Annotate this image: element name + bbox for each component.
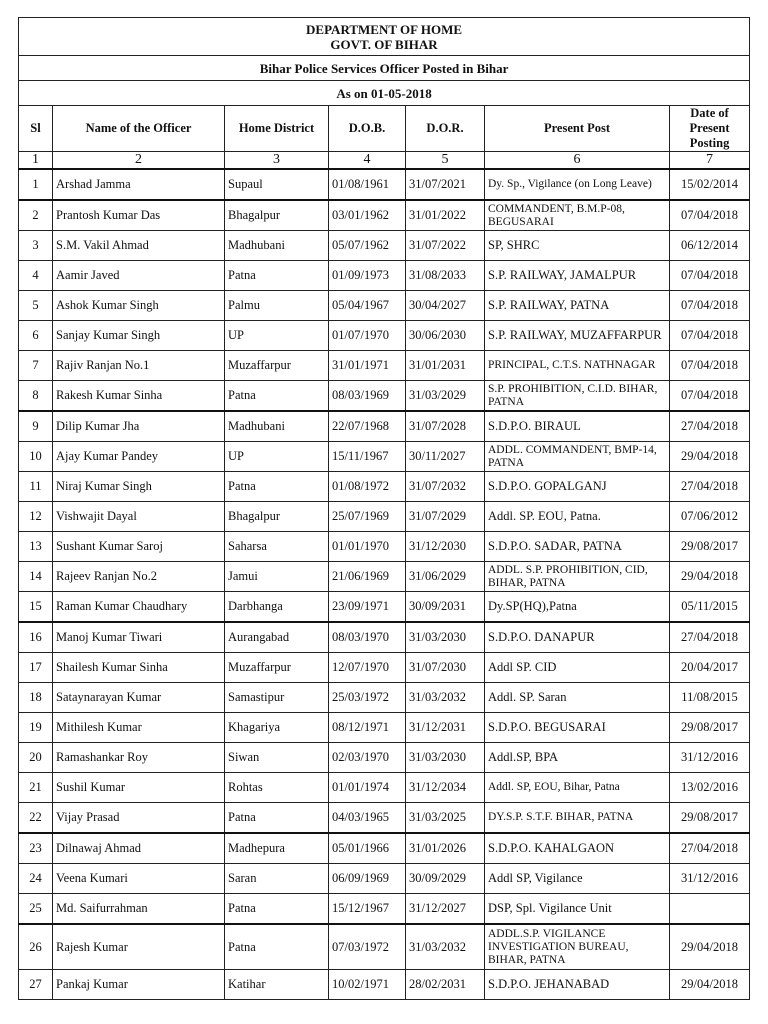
cell-dob: 23/09/1971 <box>329 592 406 623</box>
cell-name: Vishwajit Dayal <box>53 502 225 532</box>
cell-sl: 14 <box>19 562 53 592</box>
cell-post: Addl. SP. Saran <box>485 683 670 713</box>
cell-district: Patna <box>225 261 329 291</box>
cell-district: Supaul <box>225 169 329 200</box>
table-row <box>19 532 750 562</box>
cell-dob: 01/07/1970 <box>329 321 406 351</box>
table-row <box>19 683 750 713</box>
table-body <box>19 169 750 1000</box>
cell-sl: 7 <box>19 351 53 381</box>
table-row <box>19 803 750 834</box>
cell-post: ADDL. COMMANDENT, BMP-14, PATNA <box>485 442 670 472</box>
col-district: Home District <box>225 106 329 152</box>
cell-post: ADDL.S.P. VIGILANCE INVESTIGATION BUREAU, BIHAR, PATNA <box>485 924 670 970</box>
cell-dob: 05/07/1962 <box>329 231 406 261</box>
cell-dor: 31/03/2029 <box>406 381 485 412</box>
cell-district: UP <box>225 321 329 351</box>
cell-district: Siwan <box>225 743 329 773</box>
cell-sl: 16 <box>19 622 53 653</box>
column-header-row <box>19 106 750 152</box>
cell-dor: 31/03/2030 <box>406 743 485 773</box>
cell-dor: 31/03/2030 <box>406 622 485 653</box>
subtitle: Bihar Police Services Officer Posted in Bihar <box>19 56 750 81</box>
officer-table <box>18 17 750 1000</box>
cell-sl: 25 <box>19 894 53 925</box>
cell-dob: 06/09/1969 <box>329 864 406 894</box>
cell-dob: 08/03/1970 <box>329 622 406 653</box>
cell-dob: 05/04/1967 <box>329 291 406 321</box>
cell-district: Bhagalpur <box>225 502 329 532</box>
table-row <box>19 321 750 351</box>
table-row <box>19 169 750 200</box>
cell-district: Aurangabad <box>225 622 329 653</box>
cell-name: Aamir Javed <box>53 261 225 291</box>
cell-dor: 30/11/2027 <box>406 442 485 472</box>
cell-posting-date: 06/12/2014 <box>670 231 750 261</box>
table-row <box>19 894 750 925</box>
col-number: 6 <box>485 152 670 170</box>
table-row <box>19 713 750 743</box>
cell-name: Ashok Kumar Singh <box>53 291 225 321</box>
cell-posting-date: 27/04/2018 <box>670 411 750 442</box>
cell-dob: 07/03/1972 <box>329 924 406 970</box>
cell-dor: 31/03/2032 <box>406 924 485 970</box>
cell-posting-date: 11/08/2015 <box>670 683 750 713</box>
cell-sl: 9 <box>19 411 53 442</box>
col-number: 4 <box>329 152 406 170</box>
cell-dob: 31/01/1971 <box>329 351 406 381</box>
cell-post: Addl.SP, BPA <box>485 743 670 773</box>
cell-district: Saharsa <box>225 532 329 562</box>
table-row <box>19 592 750 623</box>
cell-dor: 30/06/2030 <box>406 321 485 351</box>
cell-name: Ramashankar Roy <box>53 743 225 773</box>
cell-name: Veena Kumari <box>53 864 225 894</box>
cell-name: Niraj Kumar Singh <box>53 472 225 502</box>
header-row-dept <box>19 18 750 56</box>
cell-dob: 12/07/1970 <box>329 653 406 683</box>
cell-sl: 23 <box>19 833 53 864</box>
cell-posting-date: 13/02/2016 <box>670 773 750 803</box>
cell-name: Prantosh Kumar Das <box>53 200 225 231</box>
cell-district: Khagariya <box>225 713 329 743</box>
cell-post: Dy. Sp., Vigilance (on Long Leave) <box>485 169 670 200</box>
cell-district: Jamui <box>225 562 329 592</box>
table-row <box>19 653 750 683</box>
cell-sl: 4 <box>19 261 53 291</box>
cell-dob: 21/06/1969 <box>329 562 406 592</box>
cell-dor: 31/07/2022 <box>406 231 485 261</box>
cell-dor: 30/04/2027 <box>406 291 485 321</box>
cell-dob: 03/01/1962 <box>329 200 406 231</box>
cell-dob: 08/03/1969 <box>329 381 406 412</box>
cell-post: COMMANDENT, B.M.P-08, BEGUSARAI <box>485 200 670 231</box>
cell-dor: 31/07/2021 <box>406 169 485 200</box>
cell-name: Manoj Kumar Tiwari <box>53 622 225 653</box>
cell-post: DY.S.P. S.T.F. BIHAR, PATNA <box>485 803 670 834</box>
officer-list-sheet <box>18 17 749 1000</box>
cell-posting-date: 27/04/2018 <box>670 472 750 502</box>
table-row <box>19 291 750 321</box>
cell-dor: 31/06/2029 <box>406 562 485 592</box>
table-row <box>19 200 750 231</box>
cell-posting-date: 27/04/2018 <box>670 833 750 864</box>
cell-name: Rakesh Kumar Sinha <box>53 381 225 412</box>
cell-district: Saran <box>225 864 329 894</box>
cell-name: S.M. Vakil Ahmad <box>53 231 225 261</box>
cell-name: Sushil Kumar <box>53 773 225 803</box>
cell-post: S.D.P.O. SADAR, PATNA <box>485 532 670 562</box>
cell-posting-date: 29/04/2018 <box>670 970 750 1000</box>
table-row <box>19 622 750 653</box>
cell-dor: 31/12/2030 <box>406 532 485 562</box>
cell-post: PRINCIPAL, C.T.S. NATHNAGAR <box>485 351 670 381</box>
cell-dor: 31/07/2032 <box>406 472 485 502</box>
col-dob: D.O.B. <box>329 106 406 152</box>
cell-name: Ajay Kumar Pandey <box>53 442 225 472</box>
table-row <box>19 351 750 381</box>
cell-name: Rajesh Kumar <box>53 924 225 970</box>
cell-name: Raman Kumar Chaudhary <box>53 592 225 623</box>
cell-dob: 02/03/1970 <box>329 743 406 773</box>
cell-district: Madhubani <box>225 231 329 261</box>
col-post: Present Post <box>485 106 670 152</box>
cell-sl: 15 <box>19 592 53 623</box>
cell-posting-date: 07/04/2018 <box>670 381 750 412</box>
cell-district: Bhagalpur <box>225 200 329 231</box>
cell-dob: 08/12/1971 <box>329 713 406 743</box>
cell-dob: 04/03/1965 <box>329 803 406 834</box>
cell-district: Palmu <box>225 291 329 321</box>
cell-name: Sushant Kumar Saroj <box>53 532 225 562</box>
cell-dob: 15/12/1967 <box>329 894 406 925</box>
cell-posting-date: 29/04/2018 <box>670 562 750 592</box>
cell-dor: 28/02/2031 <box>406 970 485 1000</box>
cell-sl: 27 <box>19 970 53 1000</box>
cell-sl: 26 <box>19 924 53 970</box>
cell-sl: 13 <box>19 532 53 562</box>
cell-post: ADDL. S.P. PROHIBITION, CID, BIHAR, PATNA <box>485 562 670 592</box>
cell-dor: 30/09/2031 <box>406 592 485 623</box>
cell-district: Patna <box>225 924 329 970</box>
cell-posting-date: 07/04/2018 <box>670 291 750 321</box>
cell-dor: 31/01/2026 <box>406 833 485 864</box>
table-row <box>19 472 750 502</box>
table-row <box>19 261 750 291</box>
cell-dor: 31/12/2034 <box>406 773 485 803</box>
cell-name: Dilip Kumar Jha <box>53 411 225 442</box>
cell-posting-date: 27/04/2018 <box>670 622 750 653</box>
cell-district: Darbhanga <box>225 592 329 623</box>
cell-post: S.D.P.O. JEHANABAD <box>485 970 670 1000</box>
cell-posting-date: 07/04/2018 <box>670 321 750 351</box>
cell-sl: 22 <box>19 803 53 834</box>
table-row <box>19 442 750 472</box>
cell-post: S.P. RAILWAY, PATNA <box>485 291 670 321</box>
cell-dor: 31/07/2030 <box>406 653 485 683</box>
header-row-subtitle <box>19 56 750 81</box>
col-posting-date: Date of Present Posting <box>670 106 750 152</box>
cell-post: SP, SHRC <box>485 231 670 261</box>
cell-posting-date: 07/04/2018 <box>670 351 750 381</box>
cell-post: DSP, Spl. Vigilance Unit <box>485 894 670 925</box>
col-number: 3 <box>225 152 329 170</box>
cell-district: Patna <box>225 894 329 925</box>
cell-post: S.D.P.O. DANAPUR <box>485 622 670 653</box>
cell-name: Vijay Prasad <box>53 803 225 834</box>
cell-dob: 22/07/1968 <box>329 411 406 442</box>
cell-posting-date: 29/08/2017 <box>670 713 750 743</box>
cell-district: Patna <box>225 472 329 502</box>
cell-sl: 8 <box>19 381 53 412</box>
cell-district: Rohtas <box>225 773 329 803</box>
header-row-date <box>19 81 750 106</box>
cell-post: Addl. SP, EOU, Bihar, Patna <box>485 773 670 803</box>
cell-posting-date: 20/04/2017 <box>670 653 750 683</box>
cell-posting-date: 07/06/2012 <box>670 502 750 532</box>
cell-sl: 19 <box>19 713 53 743</box>
cell-name: Rajeev Ranjan No.2 <box>53 562 225 592</box>
cell-post: Dy.SP(HQ),Patna <box>485 592 670 623</box>
col-sl: Sl <box>19 106 53 152</box>
cell-district: Patna <box>225 803 329 834</box>
cell-name: Pankaj Kumar <box>53 970 225 1000</box>
table-row <box>19 562 750 592</box>
cell-district: Madhepura <box>225 833 329 864</box>
govt-title: GOVT. OF BIHAR <box>330 37 438 52</box>
cell-dor: 30/09/2029 <box>406 864 485 894</box>
table-row <box>19 381 750 412</box>
table-row <box>19 231 750 261</box>
cell-district: Muzaffarpur <box>225 351 329 381</box>
cell-name: Sataynarayan Kumar <box>53 683 225 713</box>
cell-post: S.D.P.O. KAHALGAON <box>485 833 670 864</box>
cell-post: S.D.P.O. BIRAUL <box>485 411 670 442</box>
cell-posting-date <box>670 894 750 925</box>
cell-posting-date: 15/02/2014 <box>670 169 750 200</box>
cell-name: Sanjay Kumar Singh <box>53 321 225 351</box>
table-row <box>19 743 750 773</box>
cell-posting-date: 07/04/2018 <box>670 200 750 231</box>
cell-dob: 01/01/1974 <box>329 773 406 803</box>
cell-sl: 10 <box>19 442 53 472</box>
cell-name: Shailesh Kumar Sinha <box>53 653 225 683</box>
cell-sl: 2 <box>19 200 53 231</box>
cell-sl: 6 <box>19 321 53 351</box>
cell-sl: 24 <box>19 864 53 894</box>
cell-posting-date: 05/11/2015 <box>670 592 750 623</box>
cell-dor: 31/12/2031 <box>406 713 485 743</box>
table-row <box>19 970 750 1000</box>
cell-district: UP <box>225 442 329 472</box>
col-dor: D.O.R. <box>406 106 485 152</box>
col-number: 7 <box>670 152 750 170</box>
cell-posting-date: 29/04/2018 <box>670 442 750 472</box>
cell-sl: 12 <box>19 502 53 532</box>
table-row <box>19 502 750 532</box>
cell-sl: 20 <box>19 743 53 773</box>
cell-sl: 18 <box>19 683 53 713</box>
cell-dob: 05/01/1966 <box>329 833 406 864</box>
cell-sl: 5 <box>19 291 53 321</box>
cell-dor: 31/07/2029 <box>406 502 485 532</box>
cell-dor: 31/12/2027 <box>406 894 485 925</box>
cell-name: Arshad Jamma <box>53 169 225 200</box>
cell-name: Mithilesh Kumar <box>53 713 225 743</box>
table-row <box>19 411 750 442</box>
cell-dob: 01/08/1961 <box>329 169 406 200</box>
as-on-date: As on 01-05-2018 <box>19 81 750 106</box>
cell-post: S.P. RAILWAY, MUZAFFARPUR <box>485 321 670 351</box>
cell-district: Samastipur <box>225 683 329 713</box>
cell-dob: 10/02/1971 <box>329 970 406 1000</box>
cell-posting-date: 29/08/2017 <box>670 532 750 562</box>
cell-district: Katihar <box>225 970 329 1000</box>
cell-dob: 25/03/1972 <box>329 683 406 713</box>
cell-dor: 31/08/2033 <box>406 261 485 291</box>
cell-district: Madhubani <box>225 411 329 442</box>
cell-dor: 31/03/2032 <box>406 683 485 713</box>
cell-post: S.P. RAILWAY, JAMALPUR <box>485 261 670 291</box>
cell-posting-date: 07/04/2018 <box>670 261 750 291</box>
column-number-row <box>19 152 750 170</box>
col-number: 1 <box>19 152 53 170</box>
cell-dor: 31/03/2025 <box>406 803 485 834</box>
table-row <box>19 773 750 803</box>
cell-post: S.D.P.O. BEGUSARAI <box>485 713 670 743</box>
cell-post: Addl SP. CID <box>485 653 670 683</box>
cell-dob: 15/11/1967 <box>329 442 406 472</box>
cell-district: Muzaffarpur <box>225 653 329 683</box>
cell-sl: 17 <box>19 653 53 683</box>
col-number: 5 <box>406 152 485 170</box>
table-row <box>19 833 750 864</box>
cell-posting-date: 29/04/2018 <box>670 924 750 970</box>
cell-district: Patna <box>225 381 329 412</box>
cell-sl: 1 <box>19 169 53 200</box>
cell-name: Md. Saifurrahman <box>53 894 225 925</box>
cell-posting-date: 31/12/2016 <box>670 743 750 773</box>
cell-sl: 3 <box>19 231 53 261</box>
cell-dob: 01/08/1972 <box>329 472 406 502</box>
cell-posting-date: 31/12/2016 <box>670 864 750 894</box>
col-number: 2 <box>53 152 225 170</box>
cell-posting-date: 29/08/2017 <box>670 803 750 834</box>
cell-post: S.P. PROHIBITION, C.I.D. BIHAR, PATNA <box>485 381 670 412</box>
cell-name: Rajiv Ranjan No.1 <box>53 351 225 381</box>
cell-dob: 01/09/1973 <box>329 261 406 291</box>
cell-dob: 01/01/1970 <box>329 532 406 562</box>
table-row <box>19 864 750 894</box>
dept-title: DEPARTMENT OF HOME <box>306 22 463 37</box>
cell-sl: 11 <box>19 472 53 502</box>
cell-dor: 31/01/2031 <box>406 351 485 381</box>
col-name: Name of the Officer <box>53 106 225 152</box>
cell-name: Dilnawaj Ahmad <box>53 833 225 864</box>
cell-post: S.D.P.O. GOPALGANJ <box>485 472 670 502</box>
cell-post: Addl SP, Vigilance <box>485 864 670 894</box>
cell-dob: 25/07/1969 <box>329 502 406 532</box>
cell-dor: 31/01/2022 <box>406 200 485 231</box>
table-row <box>19 924 750 970</box>
cell-sl: 21 <box>19 773 53 803</box>
cell-dor: 31/07/2028 <box>406 411 485 442</box>
cell-post: Addl. SP. EOU, Patna. <box>485 502 670 532</box>
